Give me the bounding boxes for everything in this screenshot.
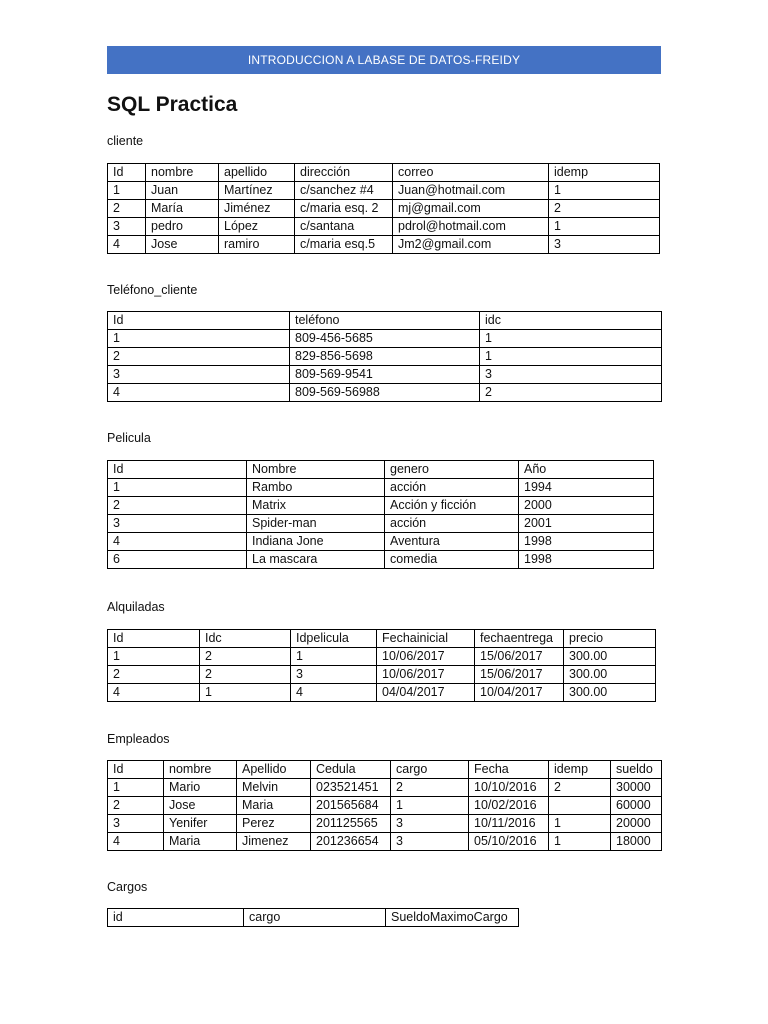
table-row (108, 384, 662, 402)
column-header: correo (393, 164, 549, 182)
table-cell: 4 (108, 236, 146, 254)
column-header: Idpelicula (291, 630, 377, 648)
table-cell: 2 (549, 779, 611, 797)
table-row (108, 330, 662, 348)
table-row (108, 497, 654, 515)
table-row (108, 236, 660, 254)
column-header: apellido (219, 164, 295, 182)
table-row (108, 551, 654, 569)
table-cell: 1 (480, 348, 662, 366)
table-cell: 20000 (611, 815, 662, 833)
table-cell: 6 (108, 551, 247, 569)
table-cell: 3 (549, 236, 660, 254)
table-cell: 30000 (611, 779, 662, 797)
table-cell: acción (385, 479, 519, 497)
column-header: idemp (549, 761, 611, 779)
table-row (108, 797, 662, 815)
table-row (108, 684, 656, 702)
column-header: fechaentrega (475, 630, 564, 648)
table-cell: 023521451 (311, 779, 391, 797)
table-cliente (107, 163, 660, 254)
column-header: sueldo (611, 761, 662, 779)
table-cell: 2 (480, 384, 662, 402)
table-cell: 1 (200, 684, 291, 702)
section-label-telefono-cliente: Teléfono_cliente (107, 283, 198, 297)
table-cell: 1 (480, 330, 662, 348)
table-cell: 04/04/2017 (377, 684, 475, 702)
table-cell: María (146, 200, 219, 218)
table-cell: 10/10/2016 (469, 779, 549, 797)
table-cell: 1 (108, 648, 200, 666)
table-cell: 3 (108, 815, 164, 833)
column-header: nombre (146, 164, 219, 182)
table-cell: Jose (164, 797, 237, 815)
column-header: Id (108, 761, 164, 779)
column-header: Id (108, 312, 290, 330)
column-header: Id (108, 630, 200, 648)
table-cell: Juan@hotmail.com (393, 182, 549, 200)
table-empleados (107, 760, 662, 851)
table-cell: 4 (108, 684, 200, 702)
table-cell: comedia (385, 551, 519, 569)
table-cell: La mascara (247, 551, 385, 569)
table-cell: 1 (108, 479, 247, 497)
table-cell: pdrol@hotmail.com (393, 218, 549, 236)
column-header: precio (564, 630, 656, 648)
table-row (108, 218, 660, 236)
table-cell: 201565684 (311, 797, 391, 815)
table-cell: Aventura (385, 533, 519, 551)
page-title: SQL Practica (107, 93, 238, 116)
table-cell: 809-569-9541 (290, 366, 480, 384)
table-cell: acción (385, 515, 519, 533)
table-cell: ramiro (219, 236, 295, 254)
table-cell (549, 797, 611, 815)
column-header: genero (385, 461, 519, 479)
column-header: SueldoMaximoCargo (386, 909, 519, 927)
table-row (108, 479, 654, 497)
table-cell: 1 (108, 182, 146, 200)
column-header: teléfono (290, 312, 480, 330)
table-cell: 2 (200, 666, 291, 684)
table-cell: 3 (108, 515, 247, 533)
table-cell: 3 (391, 815, 469, 833)
table-cell: 300.00 (564, 666, 656, 684)
table-cell: 3 (391, 833, 469, 851)
table-cell: Rambo (247, 479, 385, 497)
column-header: dirección (295, 164, 393, 182)
table-cell: 3 (108, 366, 290, 384)
table-cell: Jimenez (237, 833, 311, 851)
column-header: idemp (549, 164, 660, 182)
table-cell: Perez (237, 815, 311, 833)
table-row (108, 648, 656, 666)
table-cell: 1 (108, 330, 290, 348)
table-cell: 2 (391, 779, 469, 797)
table-cell: 4 (108, 533, 247, 551)
table-row (108, 815, 662, 833)
table-cell: 201125565 (311, 815, 391, 833)
column-header: Cedula (311, 761, 391, 779)
table-row (108, 533, 654, 551)
table-cell: 2 (549, 200, 660, 218)
column-header: Id (108, 461, 247, 479)
table-cargos (107, 908, 519, 927)
section-label-empleados: Empleados (107, 732, 170, 746)
table-cell: 1 (549, 182, 660, 200)
table-cell: 3 (108, 218, 146, 236)
table-cell: Indiana Jone (247, 533, 385, 551)
table-cell: Maria (164, 833, 237, 851)
table-header-row (108, 164, 660, 182)
table-cell: 05/10/2016 (469, 833, 549, 851)
column-header: Fecha (469, 761, 549, 779)
table-cell: 300.00 (564, 648, 656, 666)
table-header-row (108, 630, 656, 648)
section-label-alquiladas: Alquiladas (107, 600, 165, 614)
table-cell: 3 (480, 366, 662, 384)
header-banner: INTRODUCCION A LABASE DE DATOS-FREIDY (107, 46, 661, 74)
table-cell: Juan (146, 182, 219, 200)
table-cell: Matrix (247, 497, 385, 515)
table-header-row (108, 461, 654, 479)
table-cell: 1 (549, 833, 611, 851)
table-cell: 2 (108, 666, 200, 684)
table-header-row (108, 909, 519, 927)
section-label-pelicula: Pelicula (107, 431, 151, 445)
table-cell: mj@gmail.com (393, 200, 549, 218)
table-cell: 10/11/2016 (469, 815, 549, 833)
table-cell: c/maria esq. 2 (295, 200, 393, 218)
table-cell: c/maria esq.5 (295, 236, 393, 254)
table-cell: 4 (108, 384, 290, 402)
table-row (108, 515, 654, 533)
table-cell: Melvin (237, 779, 311, 797)
table-row (108, 666, 656, 684)
table-cell: 15/06/2017 (475, 666, 564, 684)
table-cell: 2 (108, 797, 164, 815)
table-cell: Maria (237, 797, 311, 815)
table-cell: López (219, 218, 295, 236)
table-cell: 1998 (519, 533, 654, 551)
table-cell: 809-569-56988 (290, 384, 480, 402)
column-header: cargo (391, 761, 469, 779)
table-cell: 300.00 (564, 684, 656, 702)
table-cell: Jose (146, 236, 219, 254)
table-cell: Jiménez (219, 200, 295, 218)
table-header-row (108, 312, 662, 330)
table-cell: 60000 (611, 797, 662, 815)
table-cell: 809-456-5685 (290, 330, 480, 348)
table-cell: Jm2@gmail.com (393, 236, 549, 254)
table-cell: 2000 (519, 497, 654, 515)
table-header-row (108, 761, 662, 779)
table-cell: 1 (549, 815, 611, 833)
table-cell: 1 (549, 218, 660, 236)
table-row (108, 182, 660, 200)
table-cell: 10/02/2016 (469, 797, 549, 815)
column-header: Apellido (237, 761, 311, 779)
table-telefono-cliente (107, 311, 662, 402)
table-cell: Spider-man (247, 515, 385, 533)
section-label-cargos: Cargos (107, 880, 148, 894)
table-cell: 201236654 (311, 833, 391, 851)
table-cell: 15/06/2017 (475, 648, 564, 666)
table-cell: pedro (146, 218, 219, 236)
table-row (108, 348, 662, 366)
table-row (108, 779, 662, 797)
column-header: Año (519, 461, 654, 479)
table-cell: 1 (391, 797, 469, 815)
column-header: nombre (164, 761, 237, 779)
column-header: idc (480, 312, 662, 330)
column-header: Id (108, 164, 146, 182)
table-cell: 10/04/2017 (475, 684, 564, 702)
table-row (108, 200, 660, 218)
table-cell: Yenifer (164, 815, 237, 833)
column-header: Nombre (247, 461, 385, 479)
table-cell: 10/06/2017 (377, 648, 475, 666)
column-header: Idc (200, 630, 291, 648)
column-header: cargo (244, 909, 386, 927)
table-cell: Mario (164, 779, 237, 797)
table-cell: 1 (108, 779, 164, 797)
column-header: id (108, 909, 244, 927)
table-cell: 829-856-5698 (290, 348, 480, 366)
table-pelicula (107, 460, 654, 569)
table-row (108, 833, 662, 851)
table-cell: Martínez (219, 182, 295, 200)
table-cell: 1 (291, 648, 377, 666)
table-cell: 2001 (519, 515, 654, 533)
table-cell: 2 (200, 648, 291, 666)
table-cell: 10/06/2017 (377, 666, 475, 684)
table-cell: c/sanchez #4 (295, 182, 393, 200)
table-cell: 1998 (519, 551, 654, 569)
table-row (108, 366, 662, 384)
table-alquiladas (107, 629, 656, 702)
table-cell: 2 (108, 348, 290, 366)
table-cell: 3 (291, 666, 377, 684)
table-cell: 4 (291, 684, 377, 702)
table-cell: c/santana (295, 218, 393, 236)
table-cell: Acción y ficción (385, 497, 519, 515)
section-label-cliente: cliente (107, 134, 144, 148)
table-cell: 2 (108, 200, 146, 218)
column-header: Fechainicial (377, 630, 475, 648)
table-cell: 18000 (611, 833, 662, 851)
table-cell: 4 (108, 833, 164, 851)
table-cell: 1994 (519, 479, 654, 497)
table-cell: 2 (108, 497, 247, 515)
